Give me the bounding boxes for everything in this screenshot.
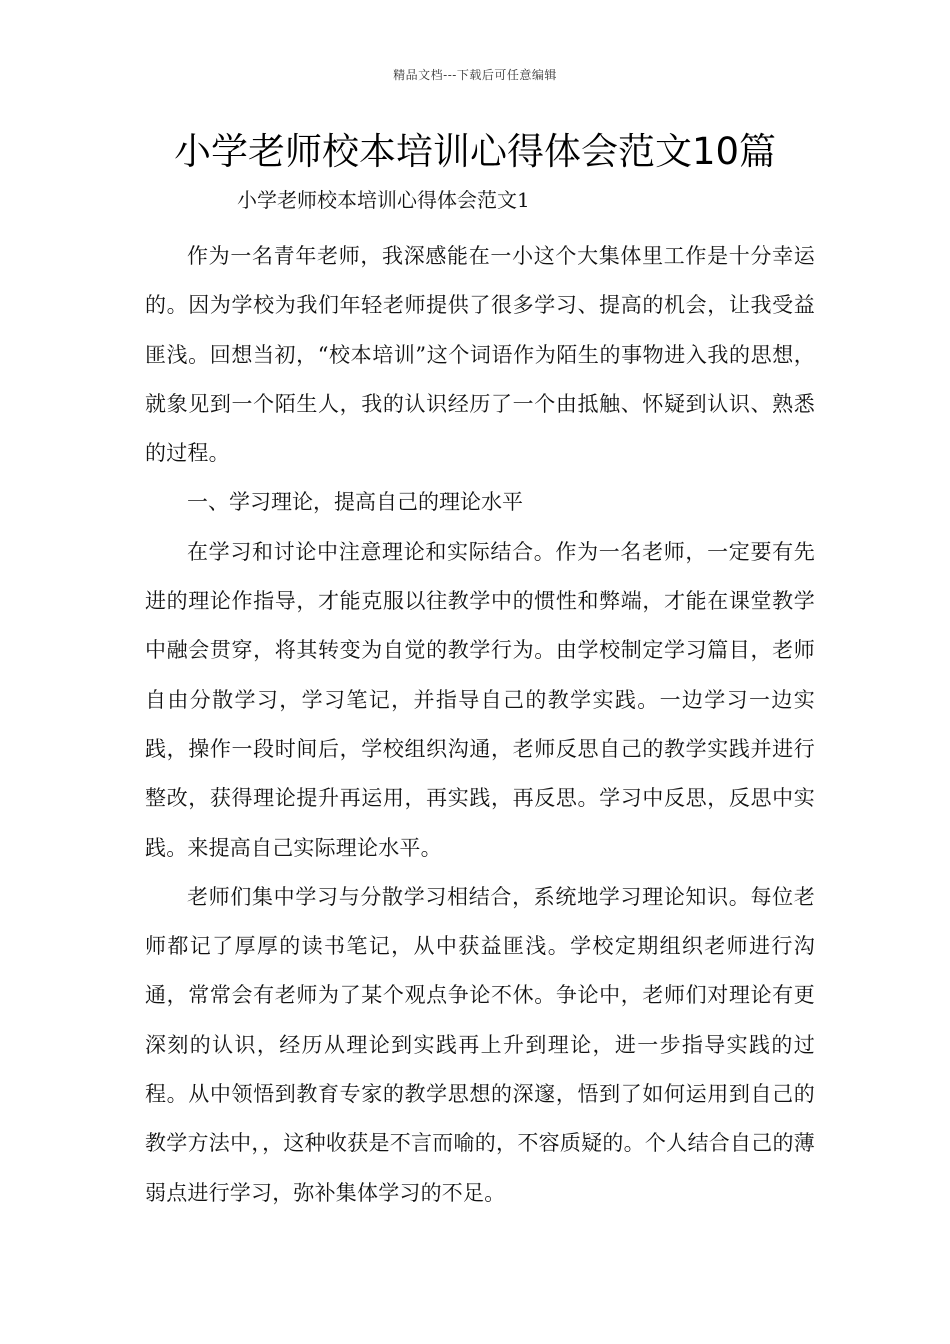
paragraph-intro: 作为一名青年老师，我深感能在一小这个大集体里工作是十分幸运的。因为学校为我们年轻老师提供了很多学习、提高的机会，让我受益匪浅。回想当初，“校本培训”这个词语作为陌生的事物进入我的思想，就象见到一个陌生人，我的认识经历了一个由抵触、怀疑到认识、熟悉的过程。 [145, 244, 815, 466]
paragraph-group-study: 老师们集中学习与分散学习相结合，系统地学习理论知识。每位老师都记了厚厚的读书笔记，从中获益匪浅。学校定期组织老师进行沟通，常常会有老师为了某个观点争论不休。争论中，老师们对理论有更深刻的认识，经历从理论到实践再上升到理论，进一步指导实践的过程。从中领悟到教育专家的教学思想的深邃，悟到了如何运用到自己的教学方法中，，这种收获是不言而喻的，不容质疑的。个人结合自己的薄弱点进行学习，弥补集体学习的不足。 [145, 884, 815, 1205]
document-body [145, 232, 815, 1218]
document-title: 小学老师校本培训心得体会范文10篇 [173, 130, 777, 173]
paragraph-theory-practice: 在学习和讨论中注意理论和实际结合。作为一名老师，一定要有先进的理论作指导，才能克服以往教学中的惯性和弊端，才能在课堂教学中融会贯穿，将其转变为自觉的教学行为。由学校制定学习篇目，老师自由分散学习，学习笔记，并指导自己的教学实践。一边学习一边实践，操作一段时间后，学校组织沟通，老师反思自己的教学实践并进行整改，获得理论提升再运用，再实践，再反思。学习中反思，反思中实践。来提高自己实际理论水平。 [145, 539, 815, 860]
section-heading-1: 一、学习理论，提高自己的理论水平 [187, 490, 523, 515]
header-note: 精品文档---下载后可任意编辑 [393, 68, 557, 82]
document-subtitle: 小学老师校本培训心得体会范文1 [237, 188, 530, 212]
